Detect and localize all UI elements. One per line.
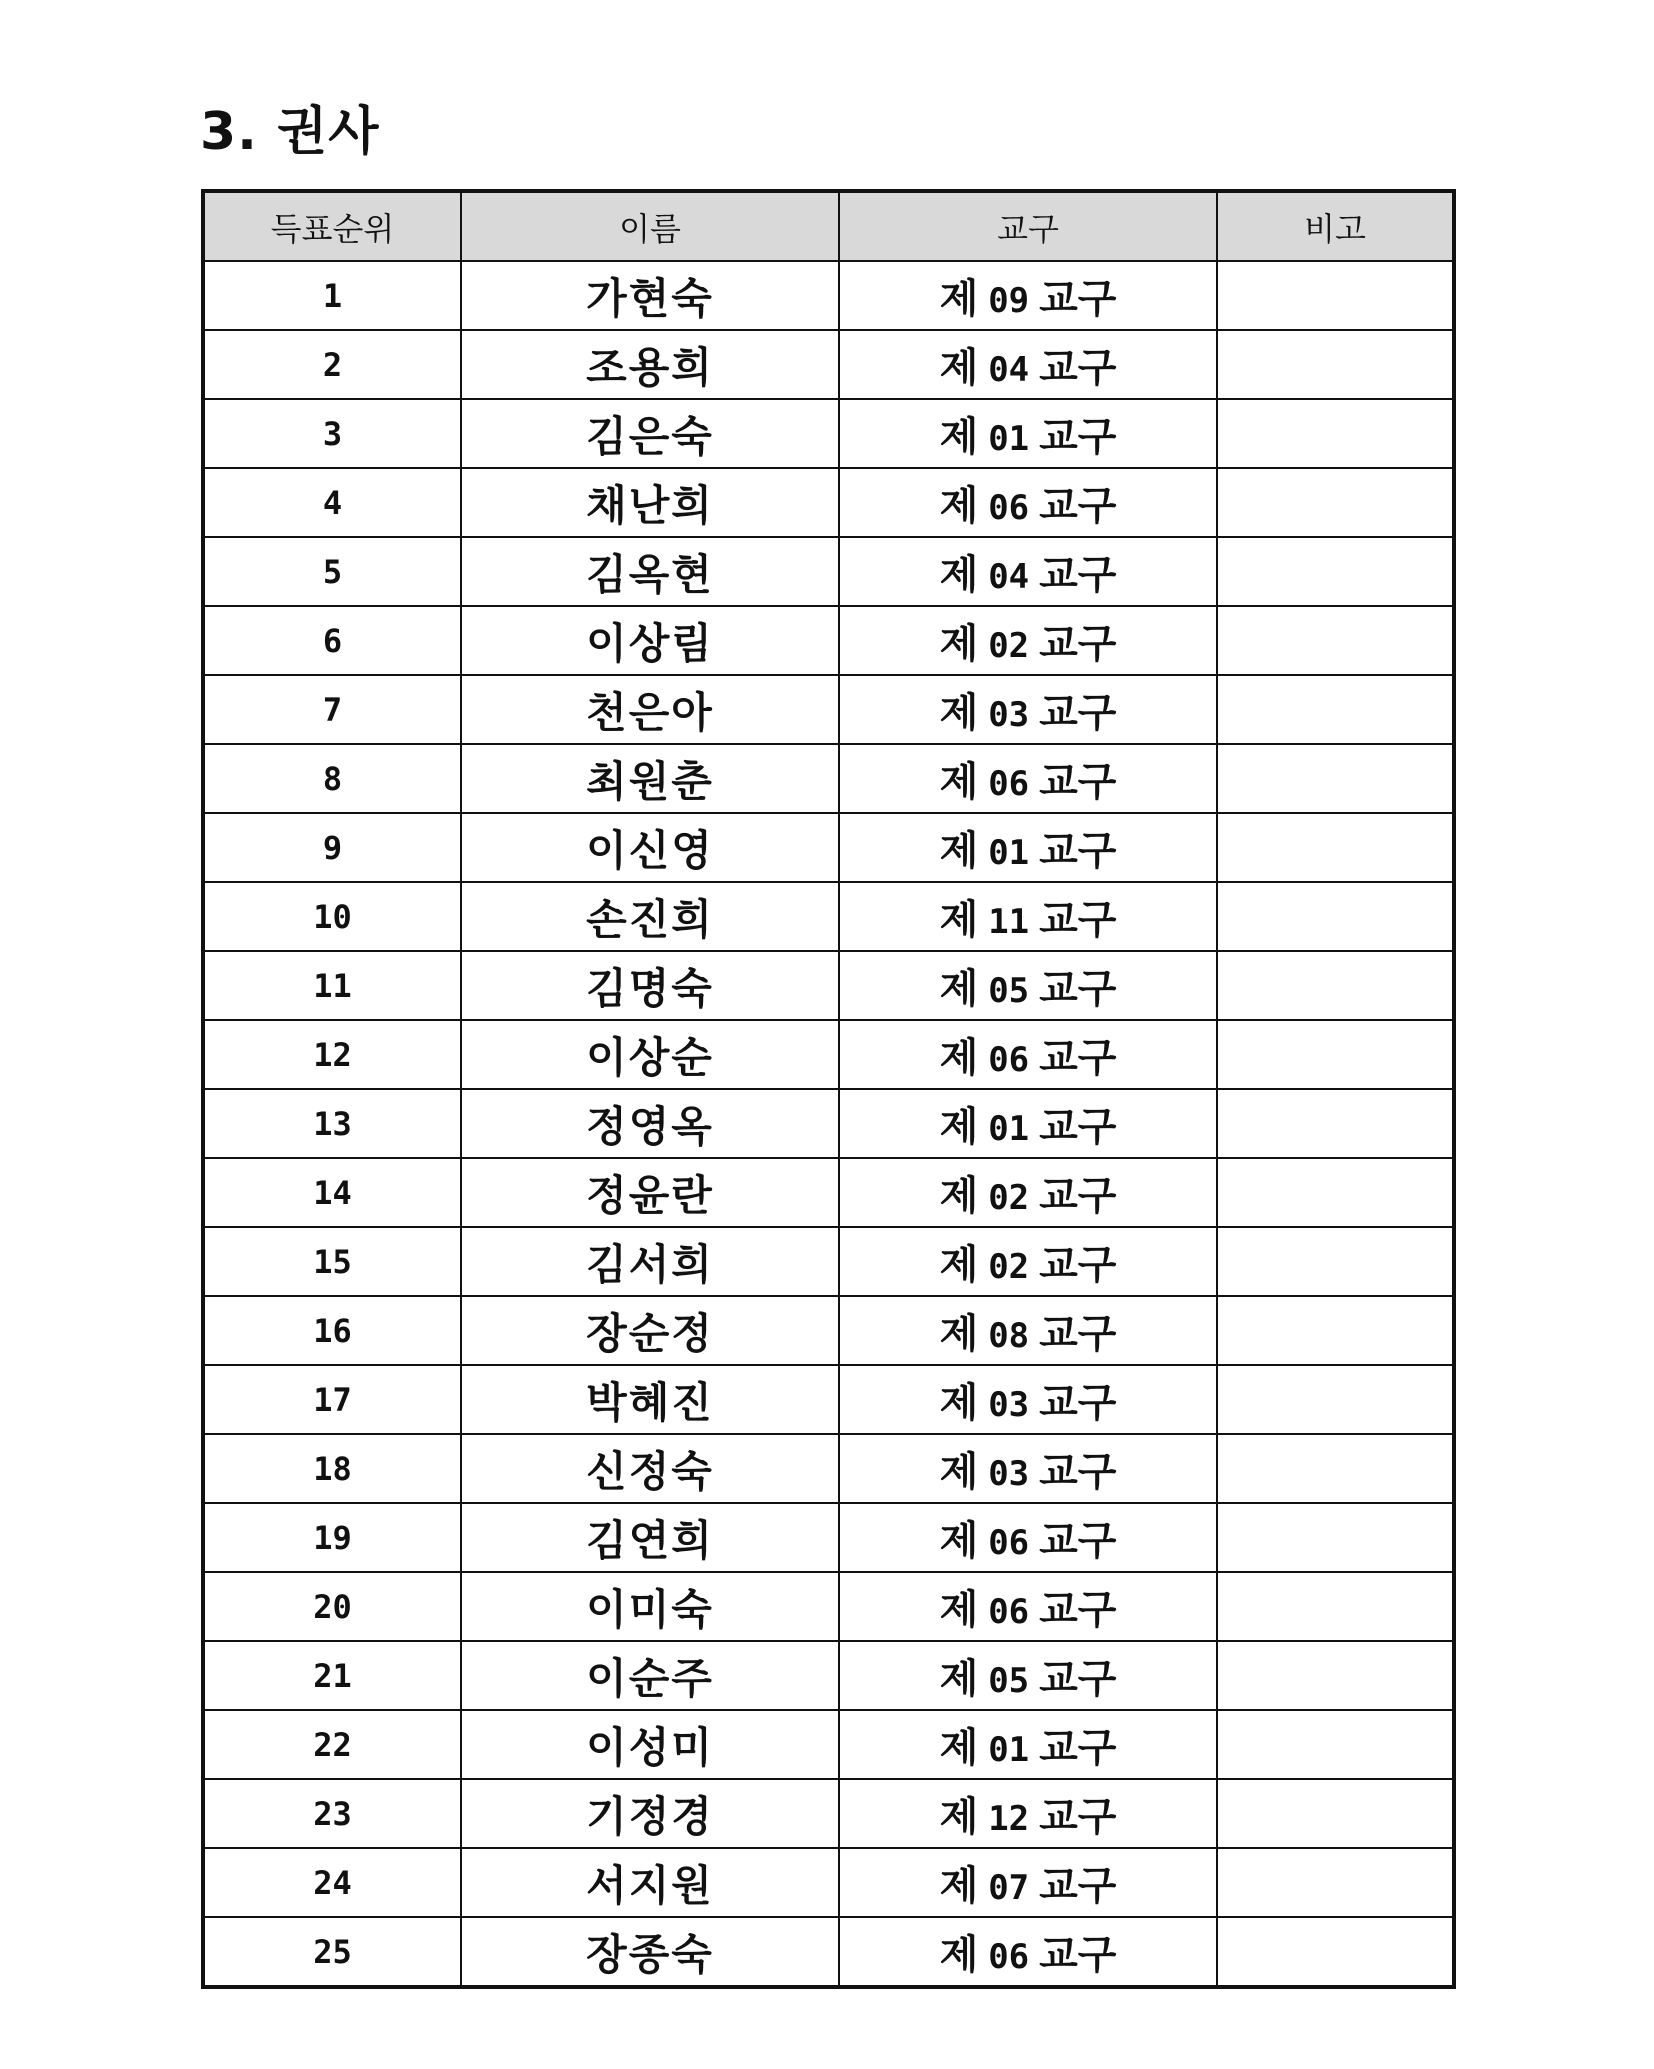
district-number: 09 — [988, 281, 1030, 321]
rank-cell: 13 — [203, 1089, 461, 1158]
note-cell — [1217, 330, 1454, 399]
district-cell — [839, 1779, 1217, 1848]
district-suffix: 교구 — [1039, 1173, 1117, 1219]
table-row — [203, 882, 1454, 951]
district-prefix: 제 — [939, 1863, 979, 1909]
rank-cell: 5 — [203, 537, 461, 606]
note-cell — [1217, 882, 1454, 951]
district-suffix: 교구 — [1039, 828, 1117, 874]
district-number: 06 — [988, 1937, 1030, 1977]
rank-cell: 7 — [203, 675, 461, 744]
rank-cell: 17 — [203, 1365, 461, 1434]
district-prefix: 제 — [939, 1173, 979, 1219]
district-prefix: 제 — [939, 1311, 979, 1357]
district-cell — [839, 1158, 1217, 1227]
district-number: 03 — [988, 1385, 1030, 1425]
district-prefix: 제 — [939, 690, 979, 736]
district-number: 03 — [988, 1454, 1030, 1494]
district-number: 06 — [988, 1523, 1030, 1563]
district-suffix: 교구 — [1039, 1656, 1117, 1702]
district-prefix: 제 — [939, 897, 979, 943]
rank-cell: 9 — [203, 813, 461, 882]
name-cell: 천은아 — [461, 675, 839, 744]
rank-cell: 22 — [203, 1710, 461, 1779]
name-cell: 이상순 — [461, 1020, 839, 1089]
note-cell — [1217, 1710, 1454, 1779]
rank-cell: 24 — [203, 1848, 461, 1917]
name-cell: 정영옥 — [461, 1089, 839, 1158]
note-cell — [1217, 1779, 1454, 1848]
table-row — [203, 813, 1454, 882]
district-cell — [839, 1296, 1217, 1365]
district-cell — [839, 882, 1217, 951]
rank-cell: 6 — [203, 606, 461, 675]
district-cell — [839, 1641, 1217, 1710]
district-suffix: 교구 — [1039, 276, 1117, 322]
name-cell: 손진희 — [461, 882, 839, 951]
table-row — [203, 1434, 1454, 1503]
district-number: 01 — [988, 1109, 1030, 1149]
district-number: 06 — [988, 1592, 1030, 1632]
name-cell: 신정숙 — [461, 1434, 839, 1503]
district-prefix: 제 — [939, 1035, 979, 1081]
note-cell — [1217, 744, 1454, 813]
table-row — [203, 1503, 1454, 1572]
note-cell — [1217, 1434, 1454, 1503]
rank-cell: 15 — [203, 1227, 461, 1296]
note-cell — [1217, 606, 1454, 675]
district-cell — [839, 330, 1217, 399]
district-prefix: 제 — [939, 483, 979, 529]
name-cell: 기정경 — [461, 1779, 839, 1848]
table-row — [203, 1020, 1454, 1089]
district-cell — [839, 813, 1217, 882]
district-prefix: 제 — [939, 276, 979, 322]
district-number: 11 — [988, 902, 1030, 942]
district-cell — [839, 261, 1217, 330]
name-cell: 조용희 — [461, 330, 839, 399]
district-prefix: 제 — [939, 759, 979, 805]
district-prefix: 제 — [939, 345, 979, 391]
table-row — [203, 399, 1454, 468]
note-cell — [1217, 813, 1454, 882]
rank-cell: 1 — [203, 261, 461, 330]
header-rank: 득표순위 — [203, 191, 461, 261]
table-row — [203, 606, 1454, 675]
district-prefix: 제 — [939, 1380, 979, 1426]
note-cell — [1217, 1572, 1454, 1641]
district-suffix: 교구 — [1039, 1518, 1117, 1564]
district-prefix: 제 — [939, 1794, 979, 1840]
district-number: 02 — [988, 626, 1030, 666]
name-cell: 김서희 — [461, 1227, 839, 1296]
district-suffix: 교구 — [1039, 897, 1117, 943]
rank-cell: 10 — [203, 882, 461, 951]
table-row — [203, 1917, 1454, 1987]
district-suffix: 교구 — [1039, 1242, 1117, 1288]
district-prefix: 제 — [939, 1242, 979, 1288]
district-suffix: 교구 — [1039, 1104, 1117, 1150]
note-cell — [1217, 1296, 1454, 1365]
district-number: 01 — [988, 1730, 1030, 1770]
district-number: 04 — [988, 350, 1030, 390]
district-number: 06 — [988, 764, 1030, 804]
table-row — [203, 1641, 1454, 1710]
section-title: 3. 권사 — [200, 102, 380, 162]
district-cell — [839, 675, 1217, 744]
district-suffix: 교구 — [1039, 1587, 1117, 1633]
note-cell — [1217, 1848, 1454, 1917]
table-body — [203, 261, 1454, 1987]
district-suffix: 교구 — [1039, 1932, 1117, 1978]
header-row — [203, 191, 1454, 261]
name-cell: 이순주 — [461, 1641, 839, 1710]
district-prefix: 제 — [939, 1587, 979, 1633]
name-cell: 김옥현 — [461, 537, 839, 606]
table-row — [203, 1779, 1454, 1848]
district-number: 01 — [988, 833, 1030, 873]
district-cell — [839, 1848, 1217, 1917]
table-row — [203, 1089, 1454, 1158]
district-cell — [839, 399, 1217, 468]
rank-cell: 21 — [203, 1641, 461, 1710]
note-cell — [1217, 1503, 1454, 1572]
note-cell — [1217, 468, 1454, 537]
name-cell: 박혜진 — [461, 1365, 839, 1434]
district-cell — [839, 606, 1217, 675]
district-suffix: 교구 — [1039, 414, 1117, 460]
rank-cell: 11 — [203, 951, 461, 1020]
rank-cell: 8 — [203, 744, 461, 813]
name-cell: 장순정 — [461, 1296, 839, 1365]
name-cell: 채난희 — [461, 468, 839, 537]
district-suffix: 교구 — [1039, 345, 1117, 391]
note-cell — [1217, 537, 1454, 606]
table-row — [203, 1227, 1454, 1296]
header-name: 이름 — [461, 191, 839, 261]
district-number: 05 — [988, 1661, 1030, 1701]
rank-cell: 25 — [203, 1917, 461, 1987]
district-prefix: 제 — [939, 966, 979, 1012]
table-row — [203, 1710, 1454, 1779]
district-suffix: 교구 — [1039, 621, 1117, 667]
district-cell — [839, 1572, 1217, 1641]
district-suffix: 교구 — [1039, 483, 1117, 529]
rank-cell: 2 — [203, 330, 461, 399]
table-row — [203, 330, 1454, 399]
district-suffix: 교구 — [1039, 1035, 1117, 1081]
election-results-table — [201, 189, 1456, 1989]
district-suffix: 교구 — [1039, 690, 1117, 736]
district-cell — [839, 951, 1217, 1020]
district-cell — [839, 1503, 1217, 1572]
rank-cell: 14 — [203, 1158, 461, 1227]
district-cell — [839, 1917, 1217, 1987]
district-suffix: 교구 — [1039, 552, 1117, 598]
rank-cell: 20 — [203, 1572, 461, 1641]
name-cell: 서지원 — [461, 1848, 839, 1917]
district-number: 03 — [988, 695, 1030, 735]
rank-cell: 4 — [203, 468, 461, 537]
name-cell: 최원춘 — [461, 744, 839, 813]
district-prefix: 제 — [939, 621, 979, 667]
name-cell: 김연희 — [461, 1503, 839, 1572]
table-row — [203, 951, 1454, 1020]
table-row — [203, 537, 1454, 606]
district-prefix: 제 — [939, 1449, 979, 1495]
district-number: 07 — [988, 1868, 1030, 1908]
district-prefix: 제 — [939, 1725, 979, 1771]
note-cell — [1217, 261, 1454, 330]
district-suffix: 교구 — [1039, 759, 1117, 805]
district-prefix: 제 — [939, 1518, 979, 1564]
district-suffix: 교구 — [1039, 966, 1117, 1012]
table-row — [203, 1296, 1454, 1365]
rank-cell: 23 — [203, 1779, 461, 1848]
note-cell — [1217, 1089, 1454, 1158]
table-row — [203, 261, 1454, 330]
table-row — [203, 1848, 1454, 1917]
district-number: 02 — [988, 1247, 1030, 1287]
rank-cell: 18 — [203, 1434, 461, 1503]
table-row — [203, 1158, 1454, 1227]
rank-cell: 12 — [203, 1020, 461, 1089]
district-cell — [839, 1089, 1217, 1158]
district-prefix: 제 — [939, 414, 979, 460]
district-cell — [839, 537, 1217, 606]
rank-cell: 16 — [203, 1296, 461, 1365]
name-cell: 이상림 — [461, 606, 839, 675]
note-cell — [1217, 1158, 1454, 1227]
district-suffix: 교구 — [1039, 1380, 1117, 1426]
district-suffix: 교구 — [1039, 1863, 1117, 1909]
note-cell — [1217, 1917, 1454, 1987]
name-cell: 이신영 — [461, 813, 839, 882]
district-cell — [839, 1020, 1217, 1089]
header-note: 비고 — [1217, 191, 1454, 261]
district-prefix: 제 — [939, 552, 979, 598]
name-cell: 김명숙 — [461, 951, 839, 1020]
note-cell — [1217, 1227, 1454, 1296]
table-row — [203, 468, 1454, 537]
name-cell: 이성미 — [461, 1710, 839, 1779]
note-cell — [1217, 399, 1454, 468]
district-cell — [839, 468, 1217, 537]
rank-cell: 19 — [203, 1503, 461, 1572]
district-suffix: 교구 — [1039, 1449, 1117, 1495]
district-number: 06 — [988, 1040, 1030, 1080]
district-cell — [839, 1365, 1217, 1434]
rank-cell: 3 — [203, 399, 461, 468]
table-row — [203, 1572, 1454, 1641]
table-row — [203, 1365, 1454, 1434]
district-prefix: 제 — [939, 1104, 979, 1150]
district-prefix: 제 — [939, 1656, 979, 1702]
name-cell: 장종숙 — [461, 1917, 839, 1987]
note-cell — [1217, 1641, 1454, 1710]
district-cell — [839, 1710, 1217, 1779]
header-district: 교구 — [839, 191, 1217, 261]
district-suffix: 교구 — [1039, 1794, 1117, 1840]
table-row — [203, 744, 1454, 813]
note-cell — [1217, 951, 1454, 1020]
name-cell: 김은숙 — [461, 399, 839, 468]
district-cell — [839, 1434, 1217, 1503]
district-number: 08 — [988, 1316, 1030, 1356]
district-suffix: 교구 — [1039, 1725, 1117, 1771]
district-suffix: 교구 — [1039, 1311, 1117, 1357]
table-row — [203, 675, 1454, 744]
district-number: 12 — [988, 1799, 1030, 1839]
name-cell: 가현숙 — [461, 261, 839, 330]
district-number: 05 — [988, 971, 1030, 1011]
district-prefix: 제 — [939, 1932, 979, 1978]
district-number: 06 — [988, 488, 1030, 528]
name-cell: 정윤란 — [461, 1158, 839, 1227]
note-cell — [1217, 675, 1454, 744]
district-prefix: 제 — [939, 828, 979, 874]
district-cell — [839, 1227, 1217, 1296]
note-cell — [1217, 1020, 1454, 1089]
name-cell: 이미숙 — [461, 1572, 839, 1641]
district-number: 01 — [988, 419, 1030, 459]
district-number: 04 — [988, 557, 1030, 597]
district-cell — [839, 744, 1217, 813]
district-number: 02 — [988, 1178, 1030, 1218]
note-cell — [1217, 1365, 1454, 1434]
